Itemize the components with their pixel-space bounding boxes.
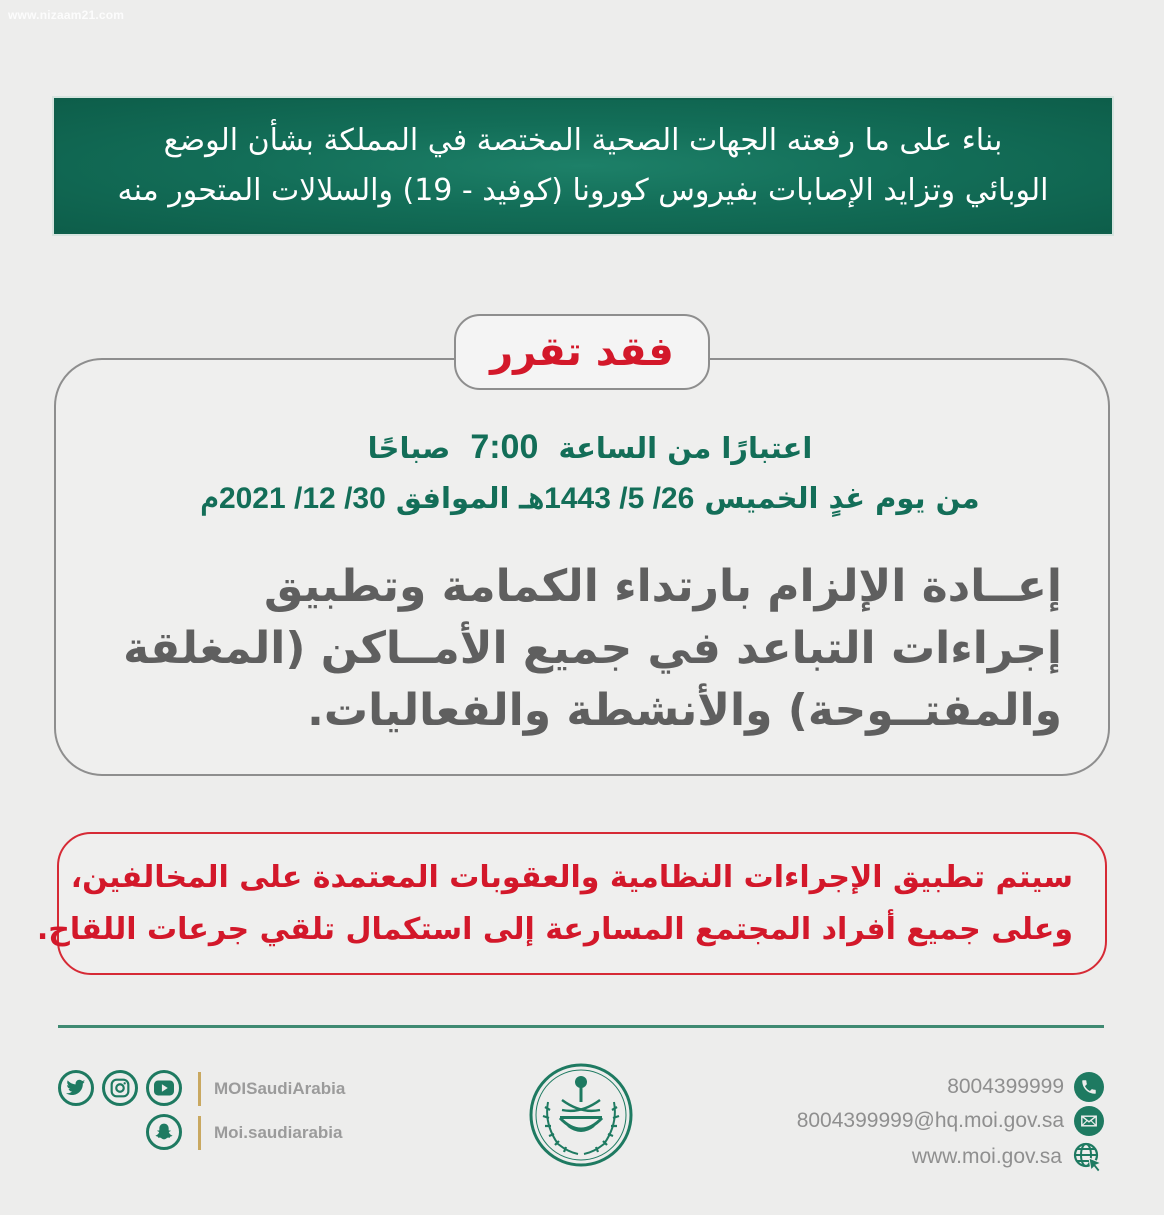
twitter-icon[interactable] [58, 1070, 94, 1106]
youtube-icon[interactable] [146, 1070, 182, 1106]
footer-divider [58, 1025, 1104, 1028]
intro-line-1: بناء على ما رفعته الجهات الصحية المختصة في المملكة بشأن الوضع [163, 123, 1003, 158]
penalty-line-1: سيتم تطبيق الإجراءات النظامية والعقوبات المعتمدة على المخالفين، [70, 859, 1073, 895]
effective-date-line [100, 473, 1080, 524]
decision-title: فقد تقرر [490, 329, 674, 375]
social-handle-main[interactable]: MOISaudiArabia [214, 1079, 346, 1098]
globe-cursor-icon [1072, 1141, 1104, 1173]
gregorian-date: 30/ 12/ 2021م [200, 482, 386, 515]
date-mid: الموافق [395, 481, 510, 515]
email-address[interactable]: 8004399999@hq.moi.gov.sa [796, 1109, 1064, 1132]
decision-title-pill [454, 314, 710, 390]
social-links [56, 1068, 356, 1158]
phone-icon [1074, 1072, 1104, 1102]
social-handle-snapchat[interactable]: Moi.saudiarabia [214, 1123, 343, 1142]
intro-line-2: الوبائي وتزايد الإصابات بفيروس كورونا (كوفيد - 19) والسلالات المتحور منه [117, 173, 1049, 208]
website-url[interactable]: www.moi.gov.sa [911, 1145, 1062, 1168]
date-prefix: من يوم غدٍ الخميس [704, 481, 980, 515]
decision-body: إعــادة الإلزام بارتداء الكمامة وتطبيق إجراءات التباعد في جميع الأمــاكن (المغلقة والمفتــوحة) والأنشطة والفعاليات. [123, 561, 1062, 736]
instagram-icon[interactable] [102, 1070, 138, 1106]
effective-time [100, 422, 1080, 524]
effective-suffix: صباحًا [367, 431, 451, 465]
moi-emblem-logo [528, 1062, 634, 1168]
phone-number[interactable]: 8004399999 [947, 1075, 1064, 1098]
contact-website[interactable] [912, 1140, 1104, 1174]
effective-time-value: 7:00 [470, 428, 539, 466]
contact-phone[interactable] [947, 1070, 1104, 1104]
hijri-date: 26/ 5/ 1443هـ [519, 482, 695, 515]
divider-bar [198, 1072, 201, 1106]
snapchat-icon[interactable] [146, 1114, 182, 1150]
penalty-line-2: وعلى جميع أفراد المجتمع المسارعة إلى استكمال تلقي جرعات اللقاح. [36, 911, 1073, 947]
watermark: www.nizaam21.com [8, 8, 125, 22]
effective-time-line [100, 422, 1080, 473]
intro-banner [54, 98, 1112, 234]
mail-icon [1074, 1106, 1104, 1136]
effective-prefix: اعتبارًا من الساعة [558, 431, 813, 465]
penalty-notice [36, 832, 1107, 975]
contact-email[interactable] [797, 1104, 1104, 1138]
divider-bar [198, 1116, 201, 1150]
